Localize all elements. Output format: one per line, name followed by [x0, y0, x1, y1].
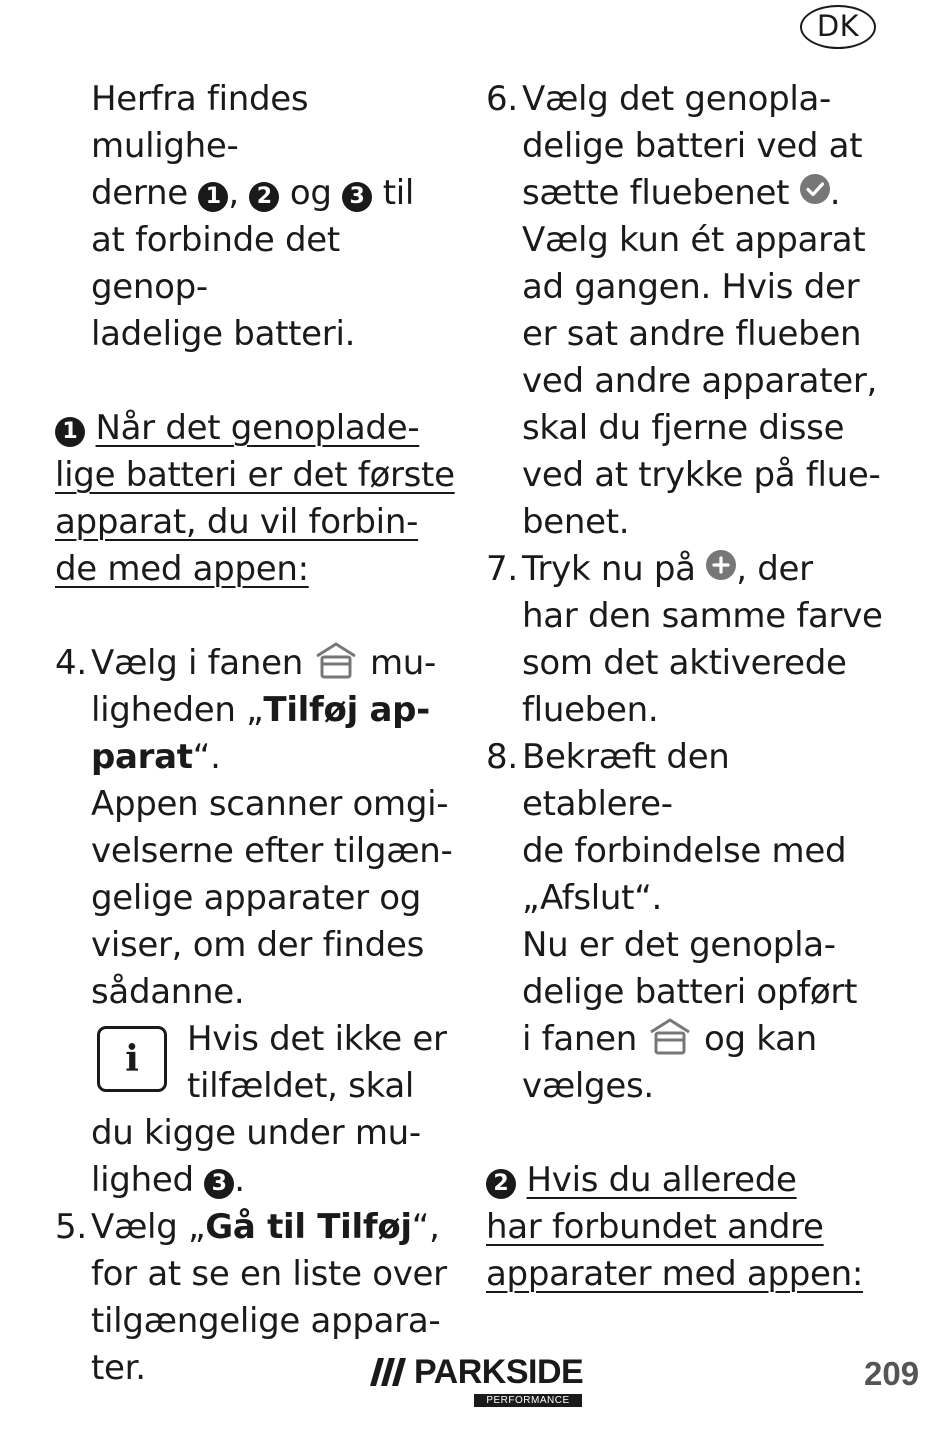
text-line: Herfra findes mulighe-	[91, 79, 309, 166]
step-4	[55, 640, 455, 1204]
text-line: sådanne.	[91, 972, 245, 1012]
text-line: velserne efter tilgæn-	[91, 831, 453, 871]
text-line: lige batteri er det første	[55, 455, 455, 495]
text-line: gelige apparater og	[91, 878, 422, 918]
page-number: 209	[864, 1355, 920, 1392]
text-line: er sat andre flueben	[522, 314, 862, 354]
intro-paragraph	[55, 76, 455, 358]
text-line: ved at trykke på flue-	[522, 455, 881, 495]
text-line: delige batteri opført	[522, 972, 858, 1012]
text-line: Appen scanner omgi-	[91, 784, 449, 824]
text-line: „Afslut“.	[522, 878, 663, 918]
section-heading-2	[486, 1157, 886, 1298]
marker-3-icon: 3	[342, 182, 372, 212]
text-line: benet.	[522, 502, 630, 542]
text-line: Vælg „Gå til Tilføj“,	[91, 1207, 440, 1247]
step-number: 5.	[55, 1207, 87, 1247]
text-line: har den samme farve	[522, 596, 883, 636]
text-line: Nu er det genopla-	[522, 925, 836, 965]
marker-1-icon: 1	[198, 182, 228, 212]
text-line: parat“.	[91, 737, 221, 777]
text-line: har forbundet andre	[486, 1207, 824, 1247]
info-icon: i	[97, 1026, 167, 1092]
text-line: 2 Hvis du allerede	[486, 1157, 886, 1204]
text-line: Vælg kun ét apparat	[522, 220, 866, 260]
text-line: 1 Når det genoplade-	[55, 405, 455, 452]
text-line: ter.	[91, 1348, 146, 1388]
marker-3-icon: 3	[204, 1169, 234, 1199]
step-number: 7.	[486, 549, 518, 589]
text-line: apparat, du vil forbin-	[55, 502, 419, 542]
parkside-logo	[370, 1352, 590, 1412]
logo-wordmark: PARKSIDE	[414, 1353, 584, 1391]
step-6	[486, 76, 886, 546]
language-badge: DK	[800, 5, 876, 49]
marker-2-icon: 2	[249, 182, 279, 212]
text-line: i fanen og kan	[522, 1016, 886, 1063]
info-note	[91, 1016, 455, 1204]
logo-subline: PERFORMANCE	[474, 1394, 582, 1407]
text-line: skal du fjerne disse	[522, 408, 845, 448]
step-number: 4.	[55, 643, 87, 683]
checkmark-icon	[800, 174, 830, 204]
text-line: apparater med appen:	[486, 1254, 864, 1294]
text-line: Vælg det genopla-	[522, 79, 832, 119]
text-line: ladelige batteri.	[91, 314, 356, 354]
text-line: Vælg i fanen mu-	[91, 640, 455, 687]
text-line: tilfældet, skal	[187, 1066, 415, 1106]
step-8	[486, 734, 886, 1110]
text-line: Tryk nu på , der	[522, 549, 813, 589]
text-line: ad gangen. Hvis der	[522, 267, 860, 307]
text-line: Hvis det ikke er	[187, 1019, 447, 1059]
home-tab-icon	[647, 1016, 693, 1056]
text-line: viser, om der findes	[91, 925, 424, 965]
section-heading-1	[55, 405, 455, 593]
text-line: lighed 3 .	[91, 1160, 245, 1200]
step-number: 6.	[486, 79, 518, 119]
marker-1-icon: 1	[55, 417, 85, 447]
text-line: for at se en liste over	[91, 1254, 447, 1294]
text-line: delige batteri ved at	[522, 126, 863, 166]
plus-circle-icon	[706, 550, 736, 580]
text-line: du kigge under mu-	[91, 1113, 421, 1153]
text-line: de forbindelse med	[522, 831, 847, 871]
text-line: ved andre apparater,	[522, 361, 878, 401]
step-number: 8.	[486, 737, 518, 777]
text-line: derne 1 , 2 og 3 til	[91, 173, 415, 213]
text-line: sætte fluebenet .	[522, 173, 841, 213]
text-line: som det aktiverede	[522, 643, 847, 683]
text-line: at forbinde det genop-	[91, 220, 340, 307]
logo-slashes-icon	[370, 1354, 410, 1390]
text-line: de med appen:	[55, 549, 309, 589]
text-line: tilgængelige appara-	[91, 1301, 441, 1341]
left-column	[55, 76, 455, 1392]
text-line: Bekræft den etablere-	[522, 737, 730, 824]
step-7	[486, 546, 886, 734]
text-line: ligheden „Tilføj ap-	[91, 690, 430, 730]
right-column	[486, 76, 886, 1298]
text-line: flueben.	[522, 690, 659, 730]
text-line: vælges.	[522, 1066, 654, 1106]
marker-2-icon: 2	[486, 1169, 516, 1199]
home-tab-icon	[313, 640, 359, 680]
